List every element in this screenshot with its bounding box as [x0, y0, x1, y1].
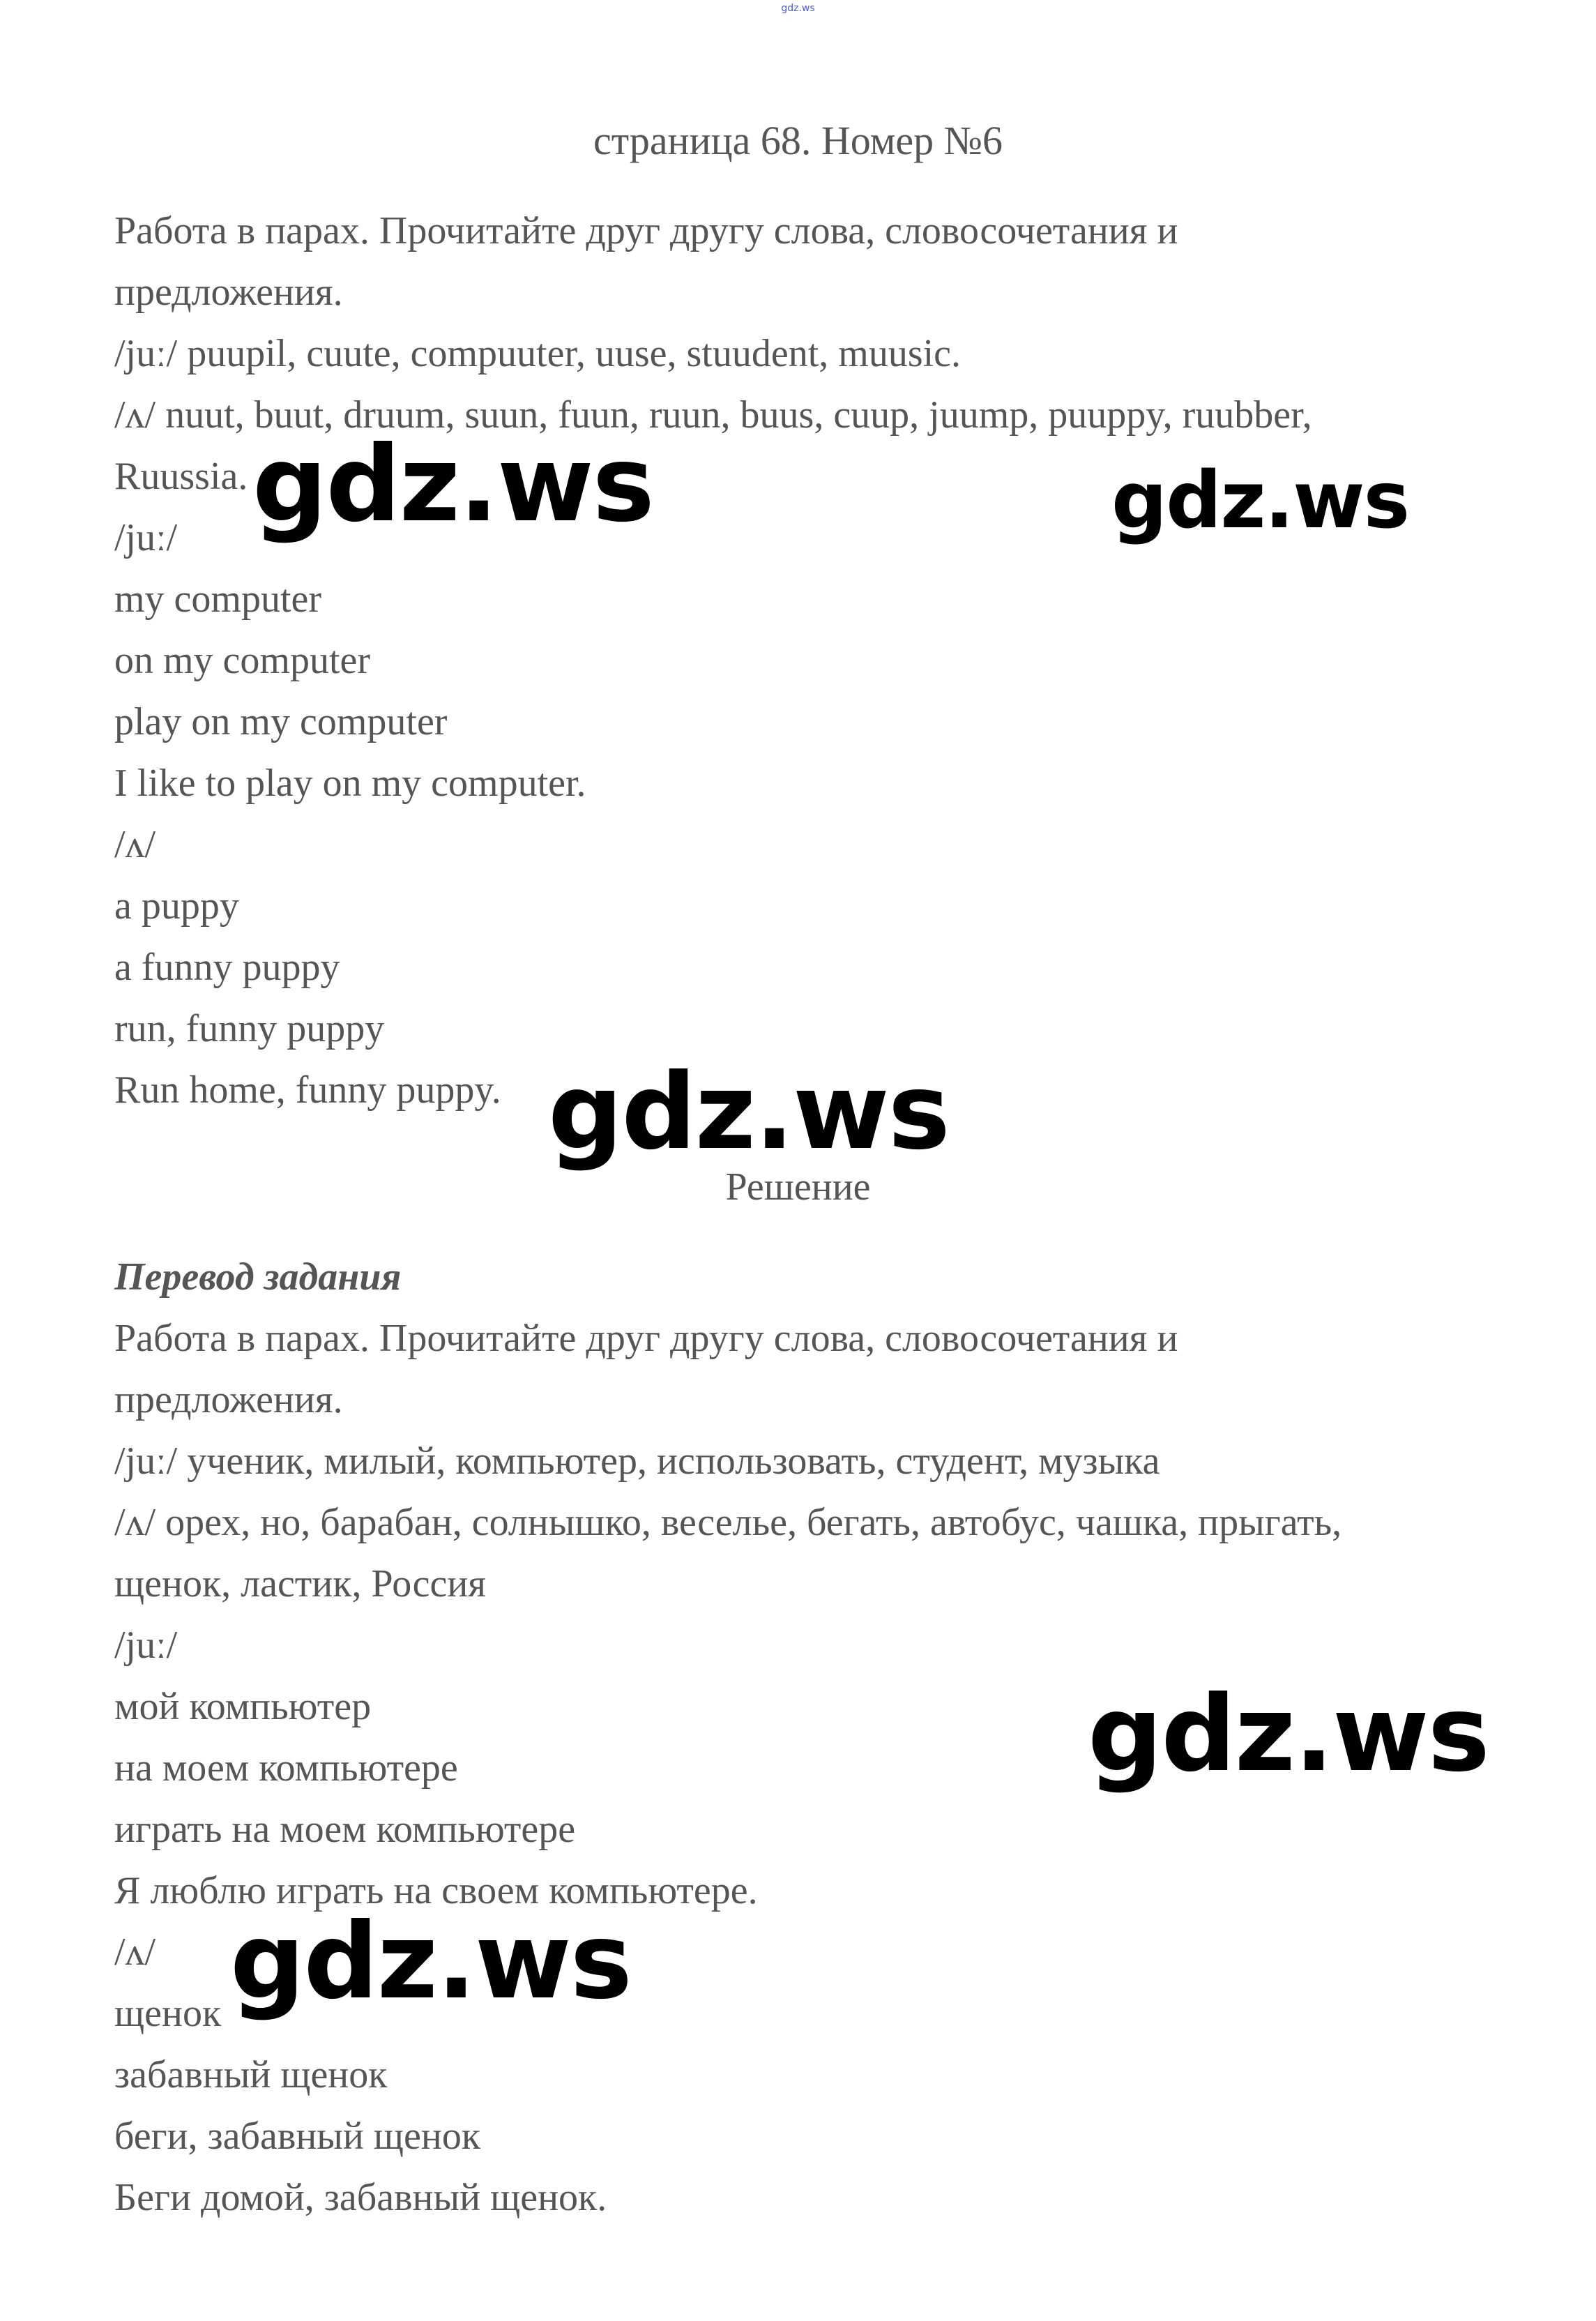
task-line: Работа в парах. Прочитайте друг другу слова, словосочетания и	[114, 209, 1178, 252]
task-line: I like to play on my computer.	[114, 762, 586, 805]
task-line: run, funny puppy	[114, 1007, 385, 1050]
task-line: предложения.	[114, 271, 343, 314]
translation-line: забавный щенок	[114, 2053, 388, 2096]
watermark: gdz.ws	[1111, 455, 1409, 546]
translation-line: щенок	[114, 1992, 222, 2035]
task-line: on my computer	[114, 639, 371, 682]
translation-subheading: Перевод задания	[114, 1255, 402, 1299]
translation-line: беги, забавный щенок	[114, 2115, 481, 2158]
top-watermark-text: gdz.ws	[781, 3, 815, 14]
task-text	[114, 200, 1467, 1121]
translation-line: /ʌ/	[114, 1930, 156, 1974]
watermark: gdz.ws	[548, 1052, 949, 1173]
translation-line: Я люблю играть на своем компьютере.	[114, 1869, 758, 1912]
translation-line: мой компьютер	[114, 1685, 372, 1728]
task-line: Run home, funny puppy.	[114, 1068, 501, 1112]
watermark: gdz.ws	[252, 424, 653, 545]
task-line: a puppy	[114, 884, 239, 928]
translation-line: щенок, ластик, Россия	[114, 1562, 487, 1605]
page-heading: страница 68. Номер №6	[593, 118, 1003, 163]
translation-line: на моем компьютере	[114, 1746, 458, 1790]
task-line: my computer	[114, 577, 322, 621]
task-line: Ruussia.	[114, 455, 248, 498]
translation-line: /ʌ/ орех, но, барабан, солнышко, веселье, бегать, автобус, чашка, прыгать,	[114, 1501, 1342, 1544]
translation-line: /juː/ ученик, милый, компьютер, использовать, студент, музыка	[114, 1439, 1160, 1483]
watermark: gdz.ws	[230, 1901, 631, 2023]
task-line: /ʌ/ nuut, buut, druum, suun, fuun, ruun, buus, cuup, juump, puuppy, ruubber,	[114, 393, 1312, 437]
translation-line: играть на моем компьютере	[114, 1808, 576, 1851]
translation-line: Работа в парах. Прочитайте друг другу слова, словосочетания и	[114, 1317, 1178, 1360]
translation-line: Беги домой, забавный щенок.	[114, 2176, 607, 2219]
task-line: /juː/ puupil, cuute, compuuter, uuse, stuudent, muusic.	[114, 332, 962, 375]
translation-line: предложения.	[114, 1378, 343, 1421]
task-line: a funny puppy	[114, 946, 340, 989]
solution-label: Решение	[725, 1165, 871, 1209]
translation-line: /juː/	[114, 1624, 178, 1667]
task-line: play on my computer	[114, 700, 448, 743]
task-line: /ʌ/	[114, 823, 156, 866]
task-line: /juː/	[114, 516, 178, 559]
watermark: gdz.ws	[1088, 1674, 1489, 1795]
